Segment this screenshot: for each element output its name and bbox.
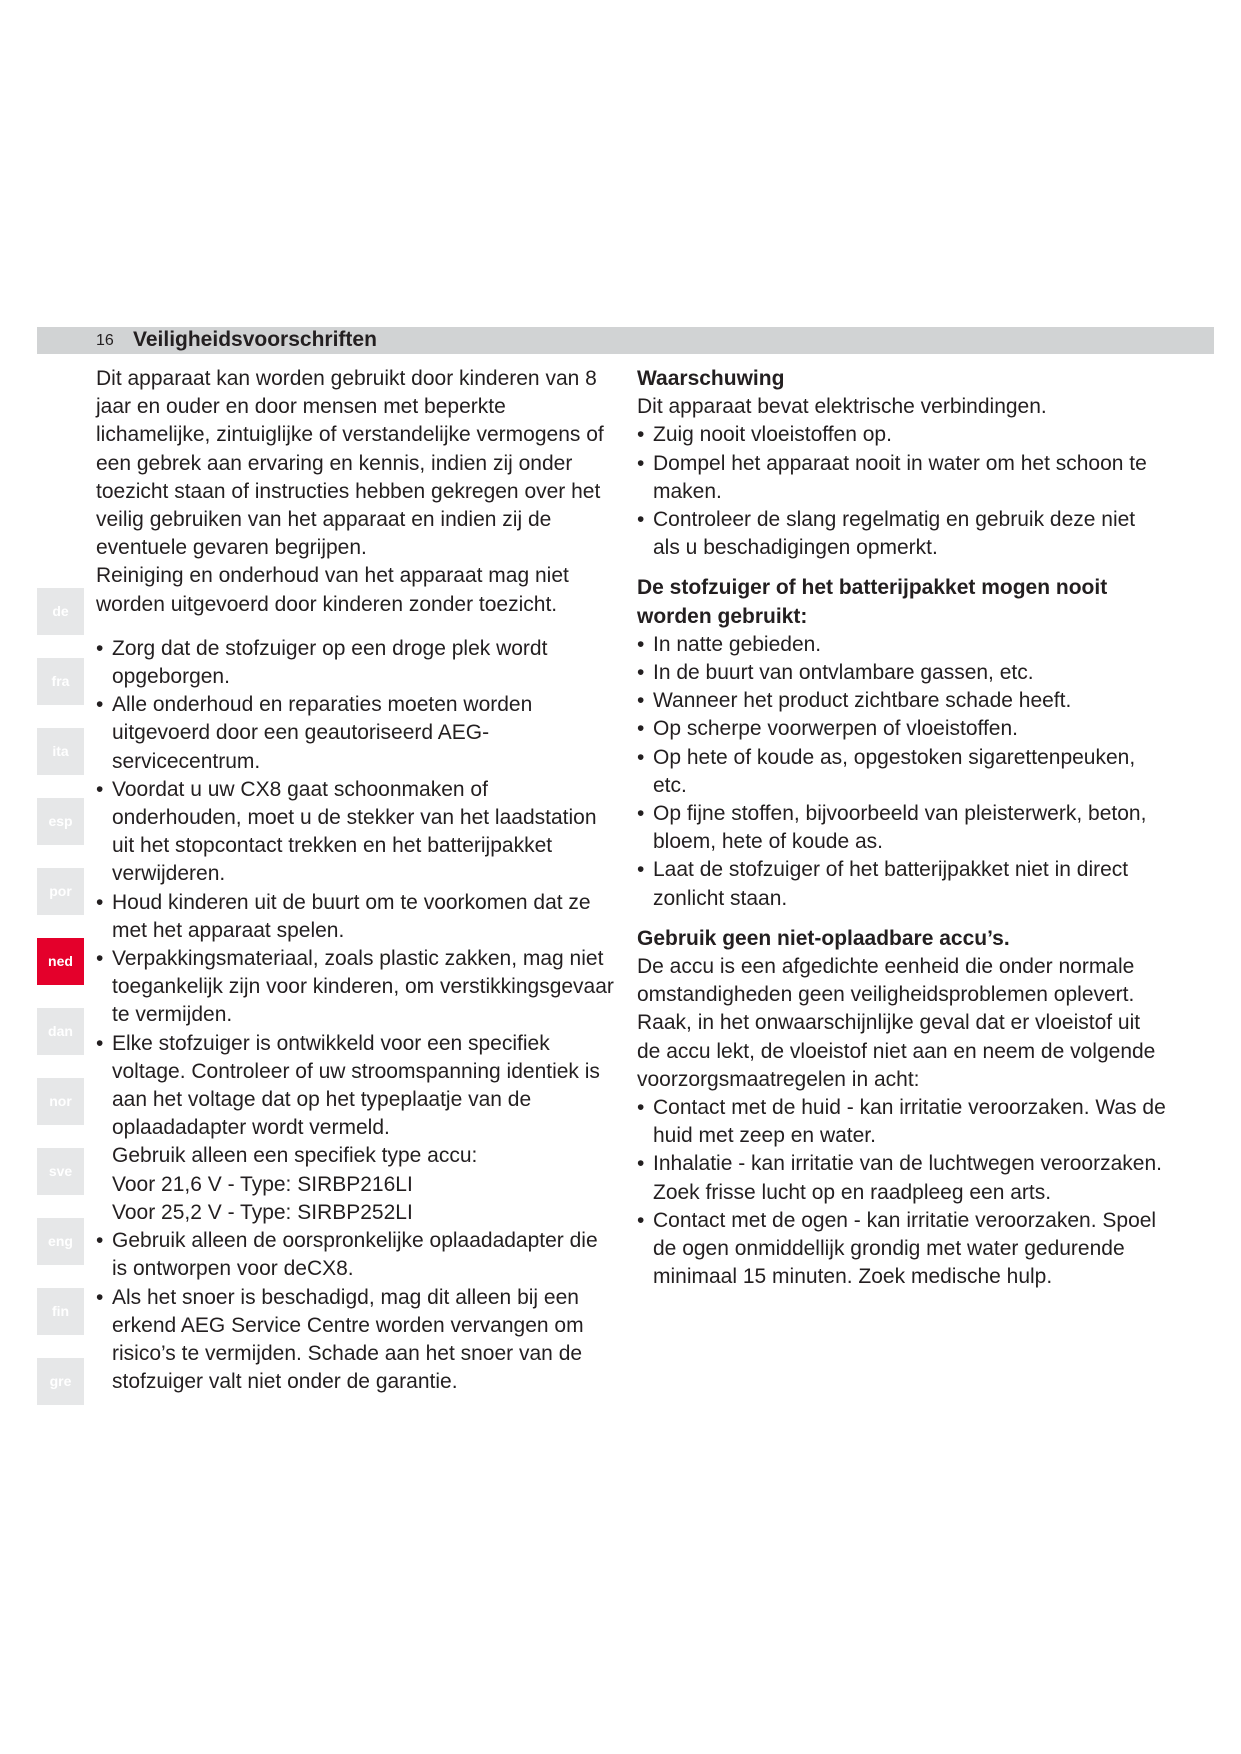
list-item: • Gebruik alleen de oorspronkelijke oplaadadapter die is ontworpen voor deCX8. <box>96 1227 616 1283</box>
list-item: • In natte gebieden. <box>637 631 1167 659</box>
list-item: • Wanneer het product zichtbare schade heeft. <box>637 687 1167 715</box>
language-tab-nor[interactable]: nor <box>37 1078 84 1125</box>
list-item: • Voordat u uw CX8 gaat schoonmaken of onderhouden, moet u de stekker van het laadstation uit het stopcontact trekken en het batterijpakket verwijderen. <box>96 776 616 889</box>
list-item: • Alle onderhoud en reparaties moeten worden uitgevoerd door een geautoriseerd AEG-servicecentrum. <box>96 691 616 776</box>
language-tab-dan[interactable]: dan <box>37 1008 84 1055</box>
list-item: • Zorg dat de stofzuiger op een droge plek wordt opgeborgen. <box>96 635 616 691</box>
page-header <box>37 327 1214 354</box>
accu-type-line: Voor 25,2 V - Type: SIRBP252LI <box>112 1200 413 1224</box>
list-item: • Op hete of koude as, opgestoken sigarettenpeuken, etc. <box>637 744 1167 800</box>
list-item: • Laat de stofzuiger of het batterijpakket niet in direct zonlicht staan. <box>637 856 1167 912</box>
list-item: • Inhalatie - kan irritatie van de luchtwegen veroorzaken. Zoek frisse lucht op en raadpleeg een arts. <box>637 1150 1167 1206</box>
safety-list <box>96 635 616 1143</box>
list-item: • Elke stofzuiger is ontwikkeld voor een specifiek voltage. Controleer of uw stroomspanning identiek is aan het voltage dat op het typeplaatje van de oplaadadapter wordt vermeld. <box>96 1030 616 1143</box>
language-tab-ita[interactable]: ita <box>37 728 84 775</box>
list-item: • Op scherpe voorwerpen of vloeistoffen. <box>637 715 1167 743</box>
accu-type-line: Voor 21,6 V - Type: SIRBP216LI <box>112 1172 413 1196</box>
list-item: • In de buurt van ontvlambare gassen, etc. <box>637 659 1167 687</box>
language-tab-esp[interactable]: esp <box>37 798 84 845</box>
language-tab-gre[interactable]: gre <box>37 1358 84 1405</box>
language-tab-por[interactable]: por <box>37 868 84 915</box>
language-tabs <box>37 588 84 1428</box>
language-tab-de[interactable]: de <box>37 588 84 635</box>
list-item: • Als het snoer is beschadigd, mag dit alleen bij een erkend AEG Service Centre worden vervangen om risico’s te vermijden. Schade aan het snoer van de stofzuiger valt niet onder de garantie. <box>96 1284 616 1397</box>
list-item: • Op fijne stoffen, bijvoorbeeld van pleisterwerk, beton, bloem, hete of koude as. <box>637 800 1167 856</box>
page-title: Veiligheidsvoorschriften <box>133 328 377 351</box>
page-number: 16 <box>96 332 114 349</box>
right-column <box>637 365 1167 1292</box>
warning-list <box>637 421 1167 562</box>
safety-list-continued <box>96 1227 616 1396</box>
list-item: • Controleer de slang regelmatig en gebruik deze niet als u beschadigingen opmerkt. <box>637 506 1167 562</box>
intro-paragraph: Dit apparaat kan worden gebruikt door kinderen van 8 jaar en ouder en door mensen met beperkte lichamelijke, zintuiglijke of verstandelijke vermogens of een gebrek aan ervaring en kennis, indien zij onder toezicht staan of instructies hebben gekregen over het veilig gebruiken van het apparaat en indien zij de eventuele gevaren begrijpen. <box>96 367 604 560</box>
language-tab-fra[interactable]: fra <box>37 658 84 705</box>
list-item: • Verpakkingsmateriaal, zoals plastic zakken, mag niet toegankelijk zijn voor kinderen, om verstikkingsgevaar te vermijden. <box>96 945 616 1030</box>
never-use-list <box>637 631 1167 913</box>
language-tab-eng[interactable]: eng <box>37 1218 84 1265</box>
never-use-heading: De stofzuiger of het batterijpakket mogen nooit worden gebruikt: <box>637 576 1108 628</box>
warning-heading: Waarschuwing <box>637 367 785 390</box>
language-tab-sve[interactable]: sve <box>37 1148 84 1195</box>
accu-text: De accu is een afgedichte eenheid die onder normale omstandigheden geen veiligheidsproblemen oplevert. Raak, in het onwaarschijnlijke geval dat er vloeistof uit de accu lekt, de vloeistof niet aan en neem de volgende voorzorgsmaatregelen in acht: <box>637 955 1156 1091</box>
warning-text: Dit apparaat bevat elektrische verbindingen. <box>637 395 1047 419</box>
language-tab-ned[interactable]: ned <box>37 938 84 985</box>
accu-precautions-list <box>637 1094 1167 1291</box>
list-item: • Dompel het apparaat nooit in water om het schoon te maken. <box>637 450 1167 506</box>
language-tab-fin[interactable]: fin <box>37 1288 84 1335</box>
left-column <box>96 365 616 1396</box>
list-item: • Contact met de ogen - kan irritatie veroorzaken. Spoel de ogen onmiddellijk grondig met water gedurende minimaal 15 minuten. Zoek medische hulp. <box>637 1207 1167 1292</box>
list-item: • Contact met de huid - kan irritatie veroorzaken. Was de huid met zeep en water. <box>637 1094 1167 1150</box>
list-item: • Houd kinderen uit de buurt om te voorkomen dat ze met het apparaat spelen. <box>96 889 616 945</box>
accu-type-line: Gebruik alleen een specifiek type accu: <box>112 1144 478 1168</box>
list-item: • Zuig nooit vloeistoffen op. <box>637 421 1167 449</box>
accu-heading: Gebruik geen niet-oplaadbare accu’s. <box>637 926 1010 950</box>
cleaning-paragraph: Reiniging en onderhoud van het apparaat mag niet worden uitgevoerd door kinderen zonder toezicht. <box>96 564 569 616</box>
